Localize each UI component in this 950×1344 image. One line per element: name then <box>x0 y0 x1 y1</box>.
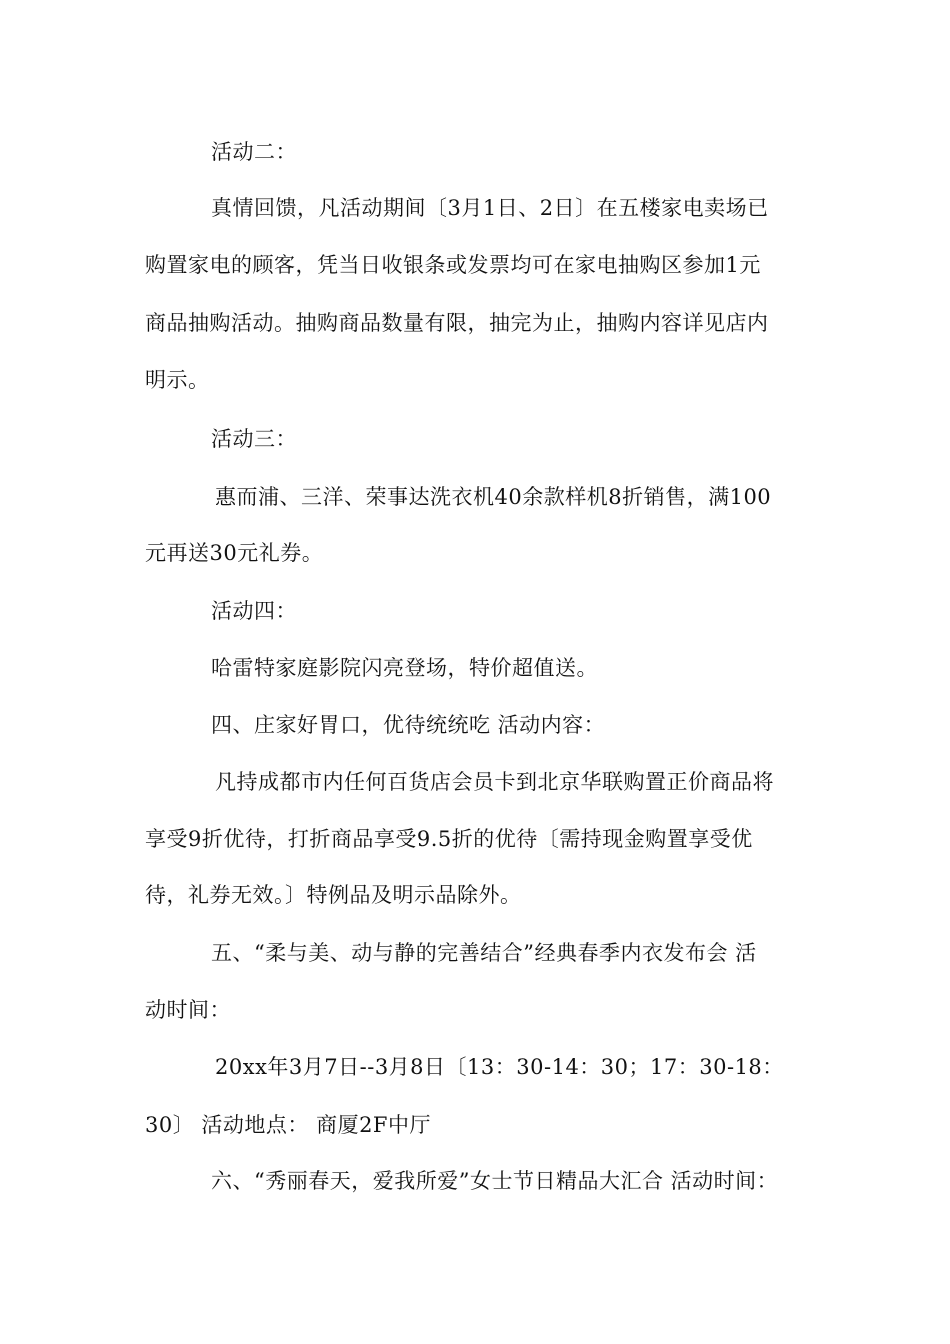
paragraph-line: 惠而浦、三洋、荣事达洗衣机40余款样机8折销售，满100 <box>215 485 772 509</box>
paragraph-line: 哈雷特家庭影院闪亮登场，特价超值送。 <box>211 656 598 680</box>
heading-activity-4: 活动四： <box>211 599 297 623</box>
section-heading-6: 六、“秀丽春天，爱我所爱”女士节日精品大汇合 活动时间： <box>211 1169 779 1193</box>
section-heading-5: 五、“柔与美、动与静的完善结合”经典春季内衣发布会 活 <box>211 941 757 965</box>
paragraph-line: 享受9折优待，打折商品享受9.5折的优待〔需持现金购置享受优 <box>145 827 753 851</box>
paragraph-line: 真情回馈，凡活动期间〔3月1日、2日〕在五楼家电卖场已 <box>211 196 769 220</box>
paragraph-line: 待，礼券无效。〕特例品及明示品除外。 <box>145 883 522 907</box>
section-heading-4: 四、庄家好胃口，优待统统吃 活动内容： <box>211 713 606 737</box>
paragraph-line: 购置家电的顾客，凭当日收银条或发票均可在家电抽购区参加1元 <box>145 253 761 277</box>
paragraph-line: 元再送30元礼券。 <box>145 541 324 565</box>
heading-activity-3: 活动三： <box>211 427 297 451</box>
heading-activity-2: 活动二： <box>211 140 297 164</box>
paragraph-line: 动时间： <box>145 998 231 1022</box>
paragraph-line: 30〕 活动地点： 商厦2F中厅 <box>145 1113 432 1137</box>
paragraph-line: 商品抽购活动。抽购商品数量有限，抽完为止，抽购内容详见店内 <box>145 311 769 335</box>
paragraph-line: 20xx年3月7日--3月8日〔13：30-14：30；17：30-18： <box>215 1055 784 1079</box>
paragraph-line: 明示。 <box>145 368 210 392</box>
paragraph-line: 凡持成都市内任何百货店会员卡到北京华联购置正价商品将 <box>215 770 774 794</box>
